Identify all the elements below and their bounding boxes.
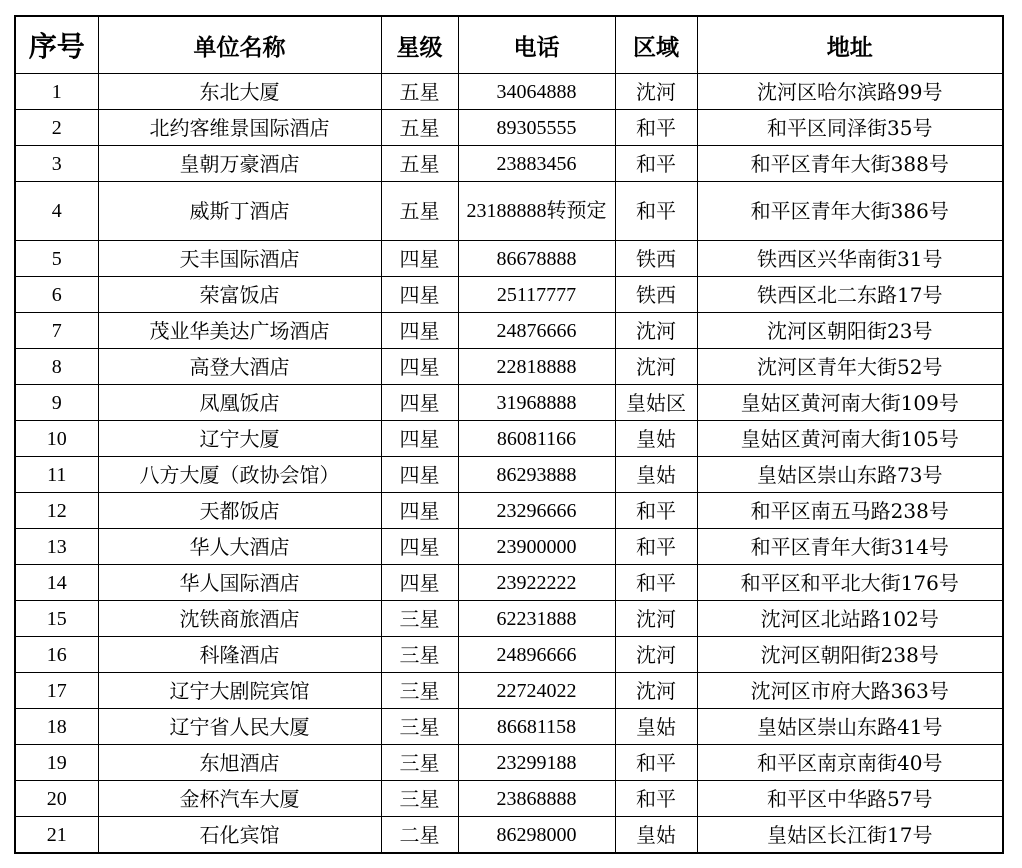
cell-address: 铁西区兴华南街31号 [697,241,1003,277]
header-name: 单位名称 [98,16,381,74]
cell-district: 和平 [615,146,697,182]
cell-phone: 86678888 [458,241,615,277]
header-address: 地址 [697,16,1003,74]
table-row [15,110,1003,146]
cell-district: 沈河 [615,673,697,709]
cell-district: 皇姑区 [615,385,697,421]
cell-seq: 16 [15,637,98,673]
table-row [15,421,1003,457]
cell-name: 东北大厦 [98,74,381,110]
cell-seq: 1 [15,74,98,110]
cell-address: 皇姑区崇山东路41号 [697,709,1003,745]
cell-phone: 86081166 [458,421,615,457]
cell-address: 沈河区朝阳街23号 [697,313,1003,349]
table-row [15,385,1003,421]
cell-district: 沈河 [615,74,697,110]
cell-district: 皇姑 [615,817,697,854]
table-body [15,74,1003,854]
table-row [15,529,1003,565]
cell-phone: 23188888转预定 [458,182,615,241]
table-row [15,493,1003,529]
cell-star: 四星 [381,493,458,529]
table-row [15,565,1003,601]
cell-name: 八方大厦（政协会馆） [98,457,381,493]
cell-seq: 5 [15,241,98,277]
cell-seq: 20 [15,781,98,817]
cell-star: 五星 [381,182,458,241]
cell-district: 皇姑 [615,709,697,745]
cell-phone: 23296666 [458,493,615,529]
table-row [15,349,1003,385]
header-seq: 序号 [15,16,98,74]
cell-name: 天都饭店 [98,493,381,529]
cell-name: 辽宁大剧院宾馆 [98,673,381,709]
header-star: 星级 [381,16,458,74]
table-row [15,182,1003,241]
cell-phone: 24896666 [458,637,615,673]
cell-name: 凤凰饭店 [98,385,381,421]
cell-seq: 3 [15,146,98,182]
table-row [15,709,1003,745]
cell-seq: 14 [15,565,98,601]
cell-address: 沈河区北站路102号 [697,601,1003,637]
cell-district: 皇姑 [615,457,697,493]
cell-name: 沈铁商旅酒店 [98,601,381,637]
cell-district: 和平 [615,781,697,817]
table-row [15,146,1003,182]
cell-star: 三星 [381,781,458,817]
cell-address: 和平区和平北大街176号 [697,565,1003,601]
cell-phone: 31968888 [458,385,615,421]
cell-name: 东旭酒店 [98,745,381,781]
cell-star: 四星 [381,241,458,277]
table-row [15,277,1003,313]
cell-district: 和平 [615,110,697,146]
cell-phone: 34064888 [458,74,615,110]
cell-phone: 22724022 [458,673,615,709]
cell-star: 二星 [381,817,458,854]
cell-name: 北约客维景国际酒店 [98,110,381,146]
cell-name: 华人国际酒店 [98,565,381,601]
cell-address: 和平区中华路57号 [697,781,1003,817]
cell-star: 三星 [381,709,458,745]
cell-seq: 4 [15,182,98,241]
cell-phone: 23868888 [458,781,615,817]
cell-seq: 21 [15,817,98,854]
table-row [15,745,1003,781]
cell-star: 四星 [381,277,458,313]
cell-phone: 23922222 [458,565,615,601]
cell-district: 沈河 [615,637,697,673]
table-row [15,637,1003,673]
cell-name: 天丰国际酒店 [98,241,381,277]
cell-phone: 22818888 [458,349,615,385]
cell-name: 金杯汽车大厦 [98,781,381,817]
cell-name: 辽宁省人民大厦 [98,709,381,745]
table-row [15,313,1003,349]
cell-star: 四星 [381,349,458,385]
cell-address: 皇姑区黄河南大街109号 [697,385,1003,421]
cell-phone: 86298000 [458,817,615,854]
cell-address: 铁西区北二东路17号 [697,277,1003,313]
cell-name: 辽宁大厦 [98,421,381,457]
cell-phone: 62231888 [458,601,615,637]
cell-address: 和平区青年大街388号 [697,146,1003,182]
cell-district: 和平 [615,182,697,241]
header-phone: 电话 [458,16,615,74]
cell-district: 铁西 [615,277,697,313]
cell-name: 科隆酒店 [98,637,381,673]
cell-star: 四星 [381,565,458,601]
cell-phone: 25117777 [458,277,615,313]
cell-star: 四星 [381,529,458,565]
cell-address: 沈河区哈尔滨路99号 [697,74,1003,110]
cell-phone: 24876666 [458,313,615,349]
cell-phone: 86681158 [458,709,615,745]
cell-address: 和平区同泽街35号 [697,110,1003,146]
cell-star: 五星 [381,74,458,110]
cell-star: 三星 [381,673,458,709]
cell-address: 皇姑区黄河南大街105号 [697,421,1003,457]
cell-phone: 23883456 [458,146,615,182]
cell-star: 三星 [381,637,458,673]
cell-phone: 89305555 [458,110,615,146]
cell-seq: 2 [15,110,98,146]
cell-district: 和平 [615,529,697,565]
cell-name: 荣富饭店 [98,277,381,313]
cell-district: 和平 [615,493,697,529]
table-row [15,817,1003,854]
cell-address: 沈河区朝阳街238号 [697,637,1003,673]
cell-star: 五星 [381,146,458,182]
cell-phone: 23900000 [458,529,615,565]
cell-address: 沈河区市府大路363号 [697,673,1003,709]
cell-star: 四星 [381,421,458,457]
cell-district: 沈河 [615,349,697,385]
cell-star: 四星 [381,385,458,421]
table-row [15,781,1003,817]
table-row [15,673,1003,709]
cell-district: 和平 [615,745,697,781]
cell-seq: 6 [15,277,98,313]
table-row [15,74,1003,110]
cell-seq: 17 [15,673,98,709]
cell-star: 三星 [381,601,458,637]
cell-seq: 7 [15,313,98,349]
cell-name: 茂业华美达广场酒店 [98,313,381,349]
cell-star: 四星 [381,457,458,493]
cell-seq: 18 [15,709,98,745]
cell-seq: 19 [15,745,98,781]
cell-seq: 15 [15,601,98,637]
cell-address: 皇姑区长江街17号 [697,817,1003,854]
cell-district: 沈河 [615,601,697,637]
cell-name: 威斯丁酒店 [98,182,381,241]
cell-district: 沈河 [615,313,697,349]
cell-name: 高登大酒店 [98,349,381,385]
cell-phone: 86293888 [458,457,615,493]
table-row [15,241,1003,277]
cell-seq: 9 [15,385,98,421]
cell-seq: 11 [15,457,98,493]
cell-district: 和平 [615,565,697,601]
cell-address: 和平区南五马路238号 [697,493,1003,529]
cell-star: 三星 [381,745,458,781]
cell-star: 五星 [381,110,458,146]
cell-address: 和平区青年大街386号 [697,182,1003,241]
cell-seq: 10 [15,421,98,457]
cell-phone: 23299188 [458,745,615,781]
table-row [15,457,1003,493]
cell-name: 皇朝万豪酒店 [98,146,381,182]
cell-star: 四星 [381,313,458,349]
cell-seq: 12 [15,493,98,529]
cell-address: 沈河区青年大街52号 [697,349,1003,385]
cell-district: 铁西 [615,241,697,277]
cell-name: 华人大酒店 [98,529,381,565]
cell-district: 皇姑 [615,421,697,457]
hotel-table [14,15,1004,854]
cell-seq: 8 [15,349,98,385]
cell-address: 和平区南京南街40号 [697,745,1003,781]
table-row [15,601,1003,637]
cell-address: 和平区青年大街314号 [697,529,1003,565]
cell-seq: 13 [15,529,98,565]
cell-name: 石化宾馆 [98,817,381,854]
header-district: 区域 [615,16,697,74]
header-row [15,16,1003,74]
cell-address: 皇姑区崇山东路73号 [697,457,1003,493]
